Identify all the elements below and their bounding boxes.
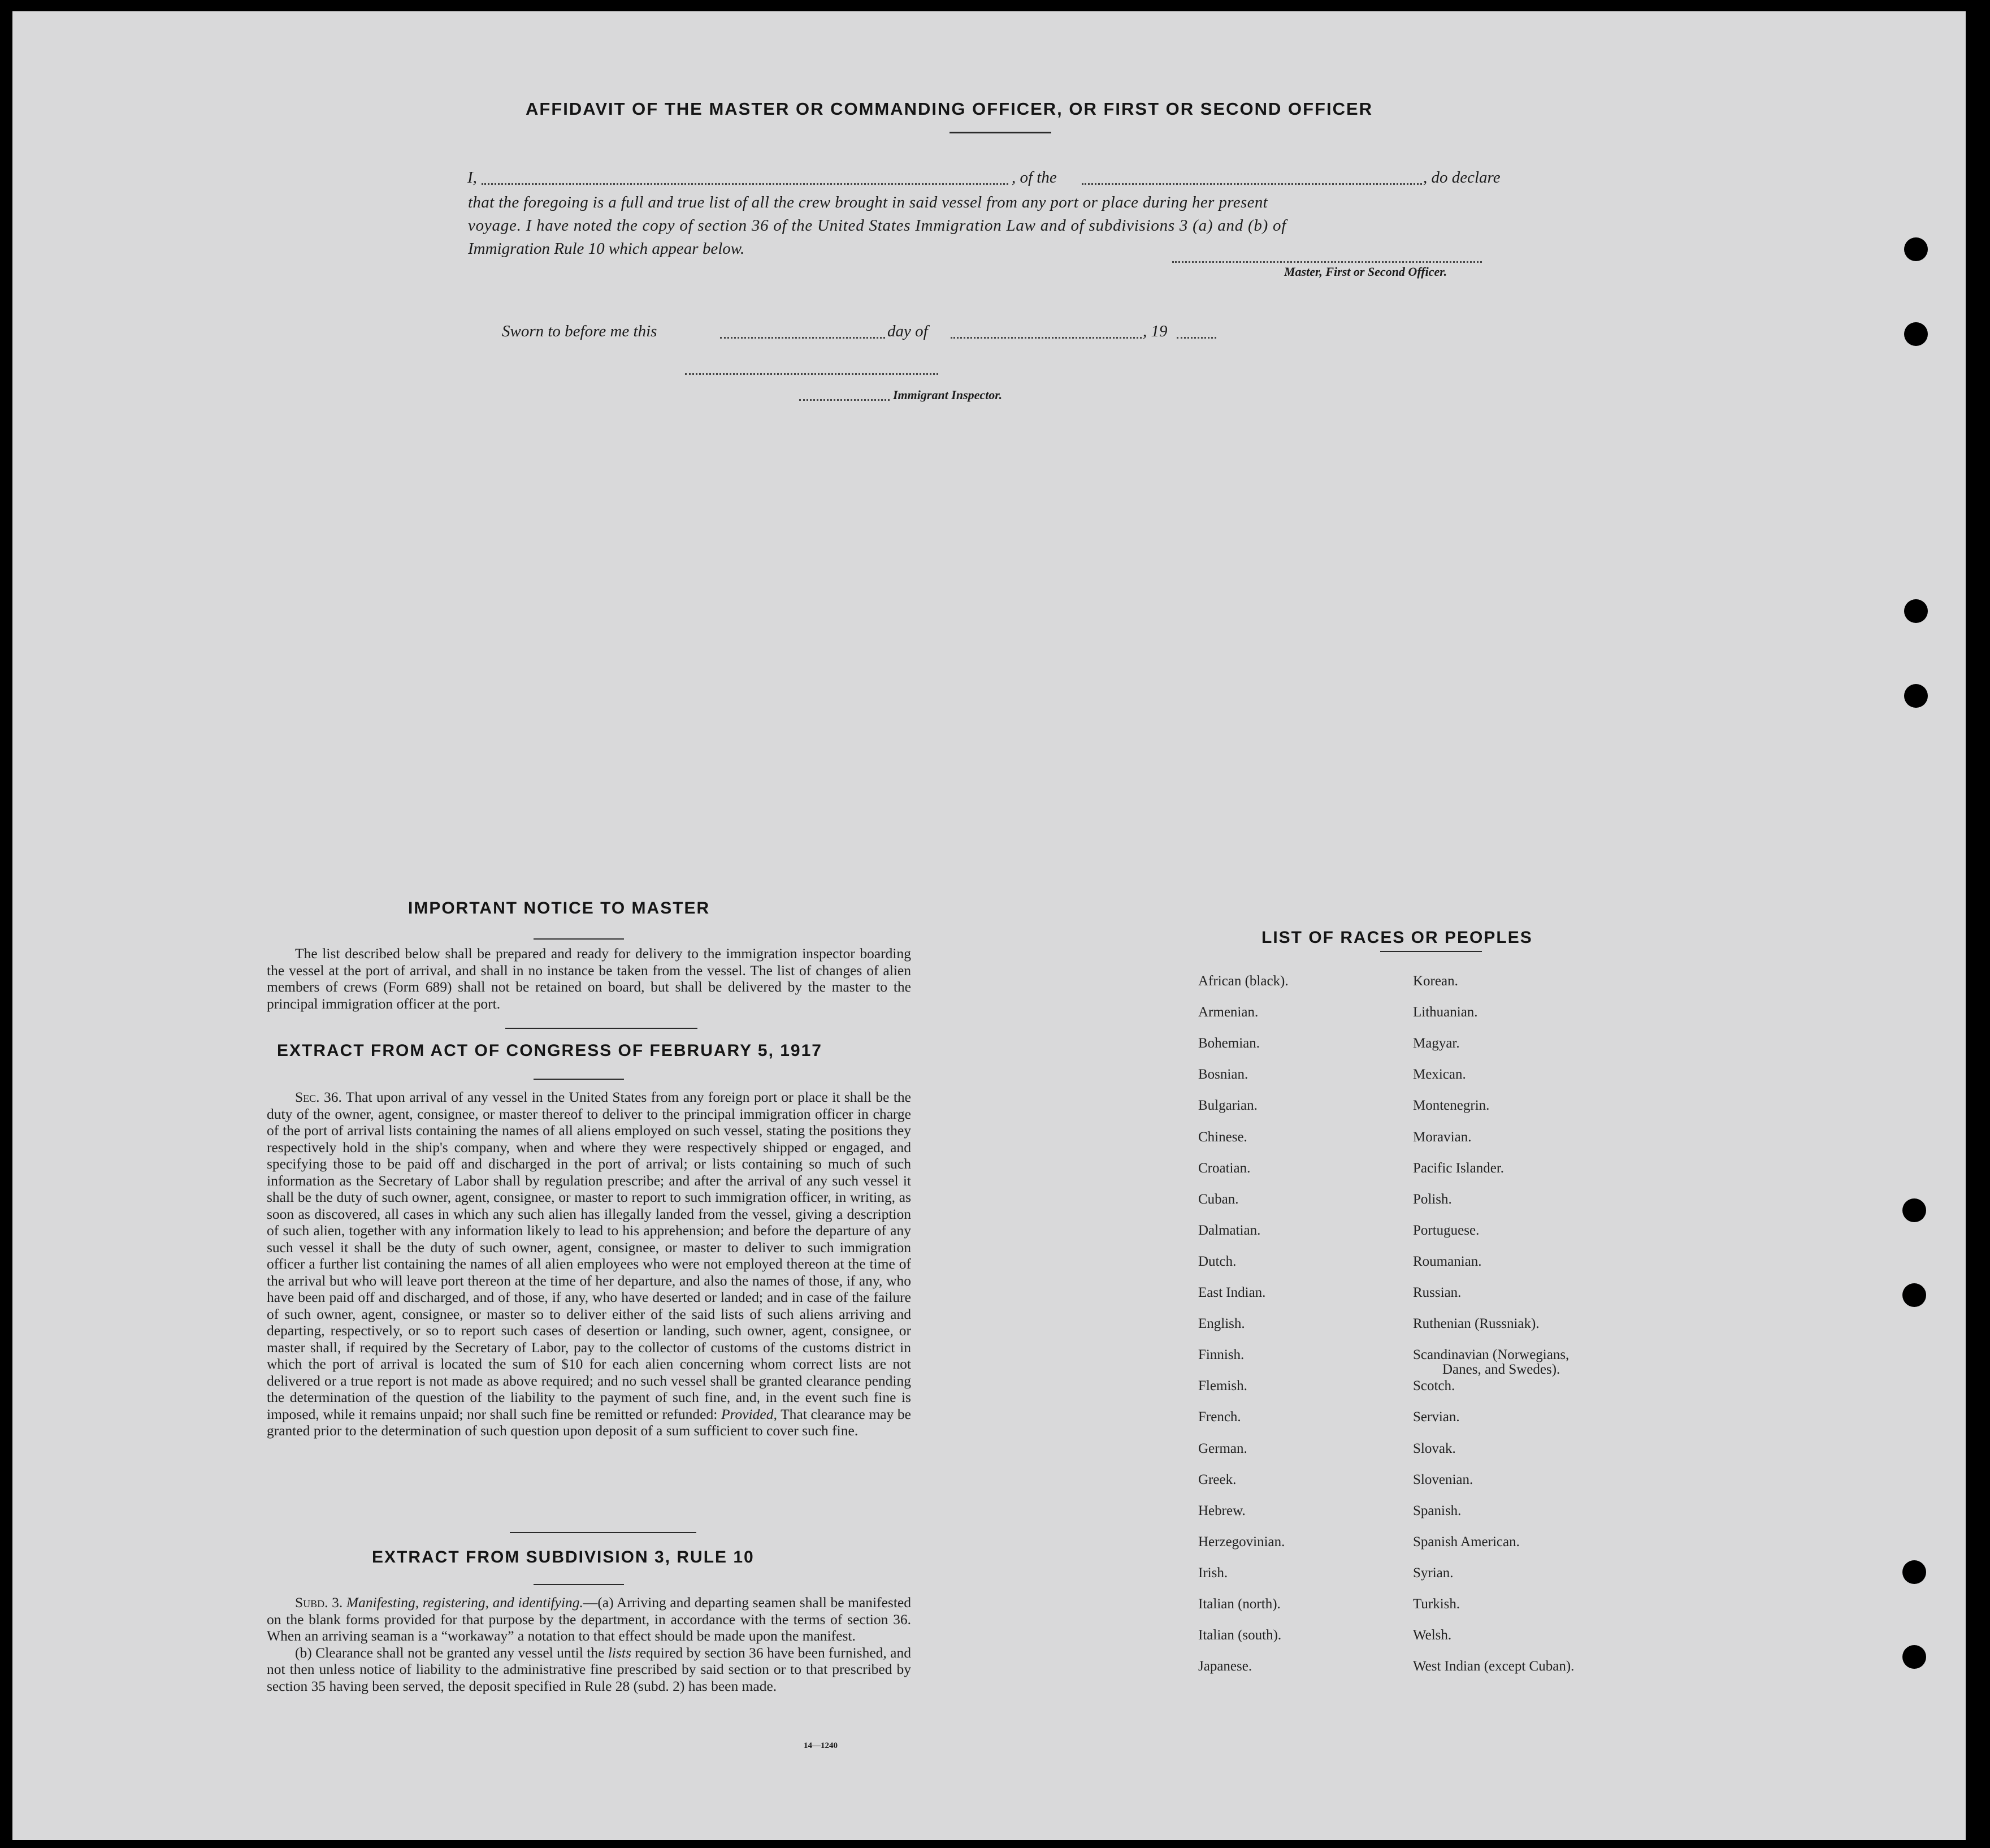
race-item: Syrian. [1413, 1565, 1454, 1581]
race-item: Bulgarian. [1198, 1098, 1258, 1114]
inspector-label-lead [799, 399, 890, 401]
race-item: Chinese. [1198, 1129, 1247, 1145]
race-item: Dalmatian. [1198, 1222, 1261, 1238]
punch-hole [1902, 1198, 1926, 1222]
race-item: Finnish. [1198, 1347, 1245, 1363]
sworn-prefix: Sworn to before me this [502, 322, 657, 340]
race-item: Slovak. [1413, 1440, 1456, 1456]
title-rule [950, 132, 1051, 133]
race-item: Japanese. [1198, 1659, 1252, 1674]
master-signature-line [1172, 261, 1482, 263]
race-item: Turkish. [1413, 1596, 1460, 1612]
affidavit-body-2: voyage. I have noted the copy of section 36 of the United States Immigration Law and of subdivisions 3 (a) and (b) of [468, 217, 1287, 235]
subdivision-heading: Manifesting, registering, and identifying. [346, 1594, 583, 1611]
race-item: Armenian. [1198, 1005, 1259, 1020]
rule-extract-title: EXTRACT FROM SUBDIVISION 3, RULE 10 [372, 1548, 755, 1566]
race-item: Moravian. [1413, 1129, 1472, 1145]
race-item: Irish. [1198, 1565, 1228, 1581]
punch-hole [1904, 237, 1928, 261]
race-item: Magyar. [1413, 1036, 1460, 1051]
race-item: West Indian (except Cuban). [1413, 1659, 1575, 1674]
race-item: Welsh. [1413, 1628, 1452, 1643]
sworn-year: , 19 [1143, 322, 1168, 340]
races-rule [1380, 951, 1482, 952]
rule-paragraph-a [267, 1594, 911, 1644]
affidavit-do-declare: , do declare [1423, 168, 1501, 187]
race-item: Polish. [1413, 1191, 1452, 1207]
race-item: Portuguese. [1413, 1222, 1480, 1238]
race-item: Scandinavian (Norwegians, [1413, 1347, 1570, 1363]
punch-hole [1902, 1283, 1926, 1307]
race-item: French. [1198, 1409, 1241, 1425]
race-item: Hebrew. [1198, 1503, 1246, 1518]
master-signature-label: Master, First or Second Officer. [1284, 265, 1447, 279]
act-divider [510, 1532, 696, 1533]
race-item: Korean. [1413, 973, 1458, 989]
race-item: Lithuanian. [1413, 1005, 1478, 1020]
race-item: Mexican. [1413, 1067, 1466, 1083]
race-item: Dutch. [1198, 1253, 1237, 1269]
inspector-label: Immigrant Inspector. [893, 388, 1003, 402]
provided-word: Provided, [721, 1405, 777, 1422]
section-label: Sec. 36. [295, 1089, 342, 1105]
notice-paragraph: The list described below shall be prepared and ready for delivery to the immigration inspector boarding the vessel at the port of arrival, and shall in no instance be taken from the vessel. The list of changes of alien members of crews (Form 689) shall not be retained on board, but shall be delivered by the master to the principal immigration officer at the port. [267, 945, 911, 1012]
affidavit-body-3: Immigration Rule 10 which appear below. [468, 240, 745, 258]
act-extract-text [267, 1089, 911, 1439]
race-item: Italian (south). [1198, 1628, 1282, 1643]
notice-rule [534, 938, 624, 940]
act-rule [534, 1079, 624, 1080]
vessel-blank [1082, 183, 1422, 185]
rule-rule [534, 1584, 624, 1585]
notice-title: IMPORTANT NOTICE TO MASTER [408, 899, 710, 917]
notice-text [267, 945, 911, 1012]
affidavit-body-1: that the foregoing is a full and true list of all the crew brought in said vessel from any port or place during her present [468, 193, 1268, 211]
punch-hole [1904, 599, 1928, 623]
punch-hole [1904, 684, 1928, 708]
punch-hole [1904, 322, 1928, 346]
act-body-end: That clearance may be granted prior to the determination of such question upon deposit of a sum sufficient to cover such fine. [267, 1405, 912, 1439]
race-item: Scotch. [1413, 1378, 1455, 1394]
race-item: German. [1198, 1440, 1247, 1456]
races-title: LIST OF RACES OR PEOPLES [1261, 928, 1533, 947]
race-item: Ruthenian (Russniak). [1413, 1316, 1540, 1332]
form-number: 14—1240 [804, 1741, 838, 1750]
race-item: Spanish. [1413, 1503, 1462, 1518]
race-item: Russian. [1413, 1285, 1462, 1300]
race-item: Flemish. [1198, 1378, 1247, 1394]
punch-hole [1902, 1645, 1926, 1669]
race-item: Roumanian. [1413, 1253, 1482, 1269]
race-item: Danes, and Swedes). [1442, 1362, 1560, 1378]
affidavit-of-the: , of the [1012, 168, 1057, 187]
lists-word: lists [608, 1644, 631, 1661]
race-item: Slovenian. [1413, 1472, 1473, 1487]
rule-extract-text [267, 1594, 911, 1694]
race-item: Montenegrin. [1413, 1098, 1490, 1114]
race-item: Herzegovinian. [1198, 1534, 1285, 1550]
sworn-day-of: day of [887, 322, 928, 340]
race-item: Croatian. [1198, 1160, 1251, 1176]
sworn-day-blank [720, 337, 885, 339]
race-item: Bohemian. [1198, 1036, 1260, 1051]
race-item: Pacific Islander. [1413, 1160, 1505, 1176]
punch-hole [1902, 1560, 1926, 1584]
inspector-signature-line [685, 373, 938, 375]
race-item: English. [1198, 1316, 1245, 1332]
rule-para-a: —(a) Arriving and departing seamen shall be manifested on the blank forms provided for that purpose by the department, in accordance with the terms of section 36. When an arriving seaman is a “workaway” a notation to that effect should be made upon the manifest. [267, 1594, 911, 1644]
race-item: Greek. [1198, 1472, 1237, 1487]
race-item: Cuban. [1198, 1191, 1239, 1207]
document-page [12, 11, 1966, 1840]
rule-para-b-start: (b) Clearance shall not be granted any vessel until the [295, 1644, 605, 1661]
affidavit-i: I, [467, 168, 477, 187]
race-item: East Indian. [1198, 1285, 1266, 1300]
race-item: Italian (north). [1198, 1596, 1281, 1612]
act-body: That upon arrival of any vessel in the United States from any foreign port or place it shall be the duty of the owner, agent, consignee, or master thereof to deliver to the principal immigration officer in charge of the port of arrival lists containing the names of all aliens employed on such vessel, stating the positions they respectively hold in the ship's company, when and where they were respectively shipped or engaged, and specifying those to be paid off and discharged in the port of arrival; or lists containing so much of such information as the Secretary of Labor shall by regulation prescribe; and after the arrival of any such vessel it shall be the duty of such owner, agent, consignee, or master to report to such immigration officer, in writing, as soon as discovered, all cases in which any such alien has illegally landed from the vessel, giving a description of such alien, together with any information likely to lead to his apprehension; and before the departure of any such vessel it shall be the duty of such owner, agent, consignee, or master to deliver to such immigration officer a further list containing the names of all alien employees who were not employed thereon at the time of the arrival but who will leave port thereon at the time of her departure, and also the names of those, if any, who have been paid off and discharged, and of those, if any, who have deserted or landed; and in case of the failure of such owner, agent, consignee, or master so to deliver either of the said lists of such aliens arriving and departing, respectively, or so to report such cases of desertion or landing, such owner, agent, consignee, or master shall, if required by the Secretary of Labor, pay to the collector of customs of the customs district in which the port of arrival is located the sum of $10 for each alien concerning whom correct lists are not delivered or a true report is not made as above required; and no such vessel shall be granted clearance pending the determination of the question of the liability to the payment of such fine, and, in the event such fine is imposed, while it remains unpaid; nor shall such fine be remitted or refunded: [267, 1089, 912, 1422]
race-item: Spanish American. [1413, 1534, 1520, 1550]
rule-paragraph-b [267, 1644, 911, 1695]
subdivision-label: Subd. 3. [295, 1594, 343, 1611]
sworn-year-blank [1177, 337, 1216, 339]
sworn-month-blank [951, 337, 1142, 339]
race-item: African (black). [1198, 973, 1289, 989]
rule-para-b-end: required by section 36 have been furnished, and not then unless notice of liability to the administrative fine prescribed by said section or to that prescribed by section 35 having been served, the deposit specified in Rule 28 (subd. 2) has been made. [267, 1644, 912, 1694]
affidavit-title: AFFIDAVIT OF THE MASTER OR COMMANDING OFFICER, OR FIRST OR SECOND OFFICER [526, 99, 1373, 119]
act-paragraph [267, 1089, 911, 1439]
name-blank [482, 183, 1008, 185]
race-item: Bosnian. [1198, 1067, 1248, 1083]
notice-divider [505, 1028, 697, 1029]
race-item: Servian. [1413, 1409, 1460, 1425]
act-extract-title: EXTRACT FROM ACT OF CONGRESS OF FEBRUARY 5, 1917 [277, 1041, 822, 1060]
